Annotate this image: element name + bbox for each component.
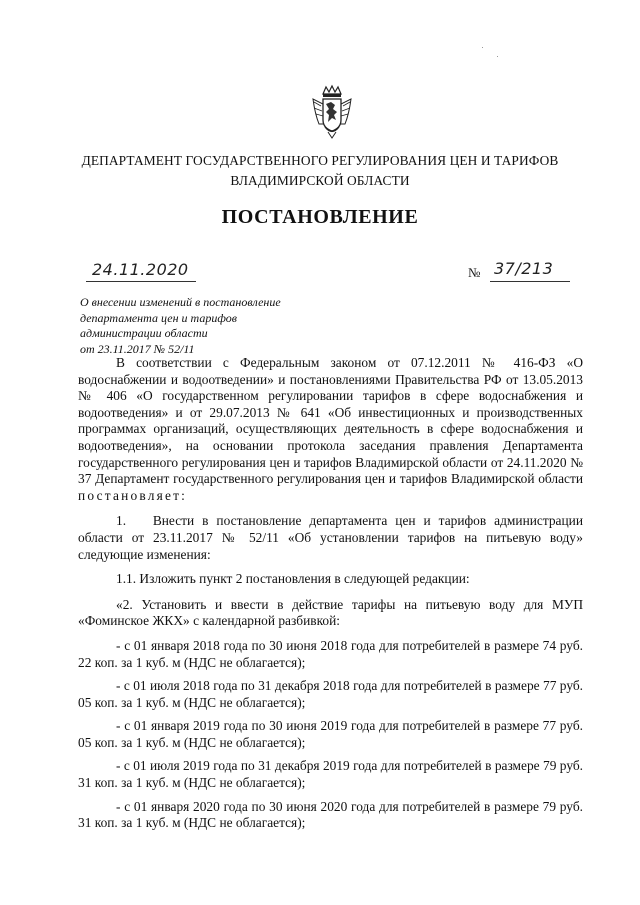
document-type-title: ПОСТАНОВЛЕНИЕ xyxy=(221,206,419,228)
document-subject xyxy=(80,295,340,357)
number-label: № xyxy=(468,265,481,280)
paragraph-1: 1. Внести в постановление департамента цен и тарифов администрации области от 23.11.2017 № 52/11 «Об установлении тарифов на питьевую воду» следующие изменения: xyxy=(78,513,583,562)
department-name-line2: ВЛАДИМИРСКОЙ ОБЛАСТИ xyxy=(230,173,410,188)
number-underline xyxy=(490,281,570,282)
decree-word: постановляет: xyxy=(78,487,188,503)
preamble-text: В соответствии с Федеральным законом от 07.12.2011 № 416-ФЗ «О водоснабжении и водоотведении» и постановлениями Правительства РФ от 13.05.2013 № 406 «О государственном регулировании тарифов в сфере водоснабжения и водоотведения» и от 29.07.2013 № 641 «Об инвестиционных и производственных программах организаций, осуществляющих деятельность в сфере водоснабжения и водоотведения», на основании протокола заседания правления Департамента государственного регулирования цен и тарифов Владимирской области от 24.11.2020 № 37 Департамент государственного регулирования цен и тарифов Владимирской области xyxy=(78,355,583,487)
date-underline xyxy=(86,281,196,282)
subject-line: от 23.11.2017 № 52/11 xyxy=(80,341,195,356)
handwritten-number: 37/213 xyxy=(494,259,554,278)
tariff-item: - с 01 января 2019 года по 30 июня 2019 года для потребителей в размере 77 руб. 05 коп. за 1 куб. м (НДС не облагается); xyxy=(78,718,583,750)
department-name-line1: ДЕПАРТАМЕНТ ГОСУДАРСТВЕННОГО РЕГУЛИРОВАНИЯ ЦЕН И ТАРИФОВ xyxy=(81,153,559,168)
scan-speck xyxy=(497,56,498,57)
tariff-item: - с 01 июля 2018 года по 31 декабря 2018 года для потребителей в размере 77 руб. 05 коп. за 1 куб. м (НДС не облагается); xyxy=(78,678,583,710)
paragraph-2: «2. Установить и ввести в действие тарифы на питьевую воду для МУП «Фоминское ЖКХ» с календарной разбивкой: xyxy=(78,596,583,629)
tariff-item: - с 01 января 2018 года по 30 июня 2018 года для потребителей в размере 74 руб. 22 коп. за 1 куб. м (НДС не облагается); xyxy=(78,637,583,670)
tariff-item: - с 01 января 2020 года по 30 июня 2020 года для потребителей в размере 79 руб. 31 коп. за 1 куб. м (НДС не облагается); xyxy=(78,798,583,831)
handwritten-date: 24.11.2020 xyxy=(92,260,189,279)
subject-line: департамента цен и тарифов xyxy=(80,310,237,325)
preamble-paragraph xyxy=(78,355,583,504)
subject-line: администрации области xyxy=(80,326,208,340)
subject-line: О внесении изменений в постановление xyxy=(80,295,281,309)
tariff-item: - с 01 июля 2019 года по 31 декабря 2019 года для потребителей в размере 79 руб. 31 коп. за 1 куб. м (НДС не облагается); xyxy=(78,758,583,791)
scan-speck xyxy=(482,47,483,48)
paragraph-1-1: 1.1. Изложить пункт 2 постановления в следующей редакции: xyxy=(116,571,470,587)
coat-of-arms-icon xyxy=(309,84,355,140)
document-body xyxy=(78,355,583,832)
